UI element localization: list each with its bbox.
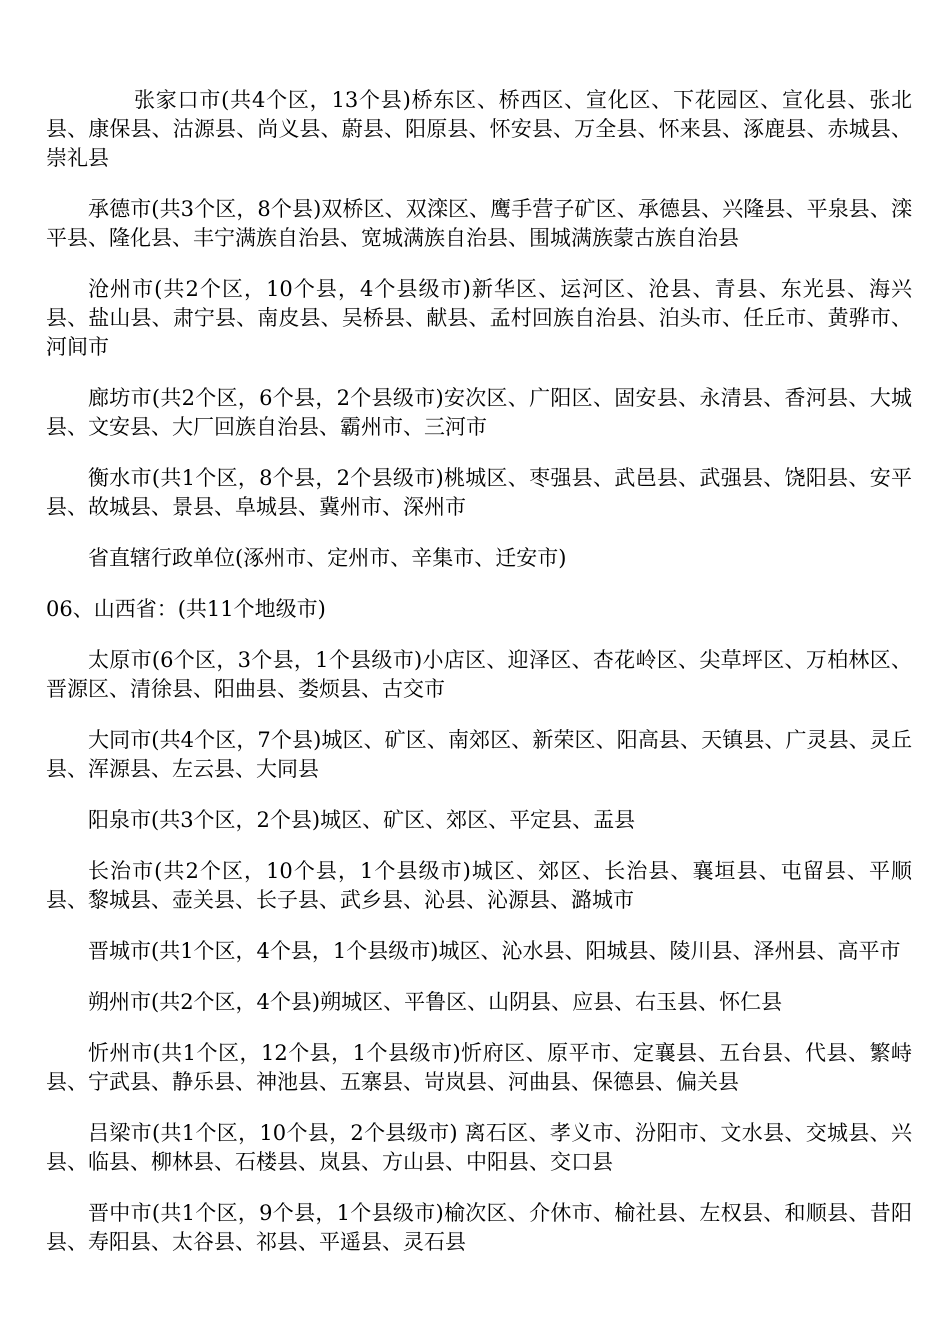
paragraph-taiyuan: 太原市(6个区，3个县，1个县级市)小店区、迎泽区、杏花岭区、尖草坪区、万柏林区、晋源区、清徐县、阳曲县、娄烦县、古交市 — [46, 648, 912, 701]
document-page — [46, 86, 912, 1279]
paragraph-langfang: 廊坊市(共2个区，6个县，2个县级市)安次区、广阳区、固安县、永清县、香河县、大城县、文安县、大厂回族自治县、霸州市、三河市 — [46, 386, 912, 439]
section-heading-shanxi: 06、山西省：(共11个地级市) — [46, 597, 326, 621]
paragraph-shuozhou: 朔州市(共2个区，4个县)朔城区、平鲁区、山阴县、应县、右玉县、怀仁县 — [88, 990, 783, 1014]
paragraph-jinzhong: 晋中市(共1个区，9个县，1个县级市)榆次区、介休市、榆社县、左权县、和顺县、昔阳县、寿阳县、太谷县、祁县、平遥县、灵石县 — [46, 1201, 912, 1254]
paragraph-direct-units: 省直辖行政单位(涿州市、定州市、辛集市、迁安市) — [88, 546, 567, 570]
paragraph-datong: 大同市(共4个区，7个县)城区、矿区、南郊区、新荣区、阳高县、天镇县、广灵县、灵丘县、浑源县、左云县、大同县 — [46, 728, 912, 781]
paragraph-changzhi: 长治市(共2个区，10个县，1个县级市)城区、郊区、长治县、襄垣县、屯留县、平顺县、黎城县、壶关县、长子县、武乡县、沁县、沁源县、潞城市 — [46, 859, 912, 912]
paragraph-hengshui: 衡水市(共1个区，8个县，2个县级市)桃城区、枣强县、武邑县、武强县、饶阳县、安平县、故城县、景县、阜城县、冀州市、深州市 — [46, 466, 912, 519]
paragraph-jincheng: 晋城市(共1个区，4个县，1个县级市)城区、沁水县、阳城县、陵川县、泽州县、高平市 — [88, 939, 901, 963]
paragraph-zhangjiakou: 张家口市(共4个区，13个县)桥东区、桥西区、宣化区、下花园区、宣化县、张北县、康保县、沽源县、尚义县、蔚县、阳原县、怀安县、万全县、怀来县、涿鹿县、赤城县、崇礼县 — [46, 88, 912, 170]
paragraph-chengde: 承德市(共3个区，8个县)双桥区、双滦区、鹰手营子矿区、承德县、兴隆县、平泉县、滦平县、隆化县、丰宁满族自治县、宽城满族自治县、围城满族蒙古族自治县 — [46, 197, 912, 250]
paragraph-lvliang: 吕梁市(共1个区，10个县，2个县级市) 离石区、孝义市、汾阳市、文水县、交城县、兴县、临县、柳林县、石楼县、岚县、方山县、中阳县、交口县 — [46, 1121, 912, 1174]
paragraph-cangzhou: 沧州市(共2个区，10个县，4个县级市)新华区、运河区、沧县、青县、东光县、海兴县、盐山县、肃宁县、南皮县、吴桥县、献县、孟村回族自治县、泊头市、任丘市、黄骅市、河间市 — [46, 277, 912, 359]
paragraph-xinzhou: 忻州市(共1个区，12个县，1个县级市)忻府区、原平市、定襄县、五台县、代县、繁峙县、宁武县、静乐县、神池县、五寨县、岢岚县、河曲县、保德县、偏关县 — [46, 1041, 912, 1094]
paragraph-yangquan: 阳泉市(共3个区，2个县)城区、矿区、郊区、平定县、盂县 — [88, 808, 636, 832]
